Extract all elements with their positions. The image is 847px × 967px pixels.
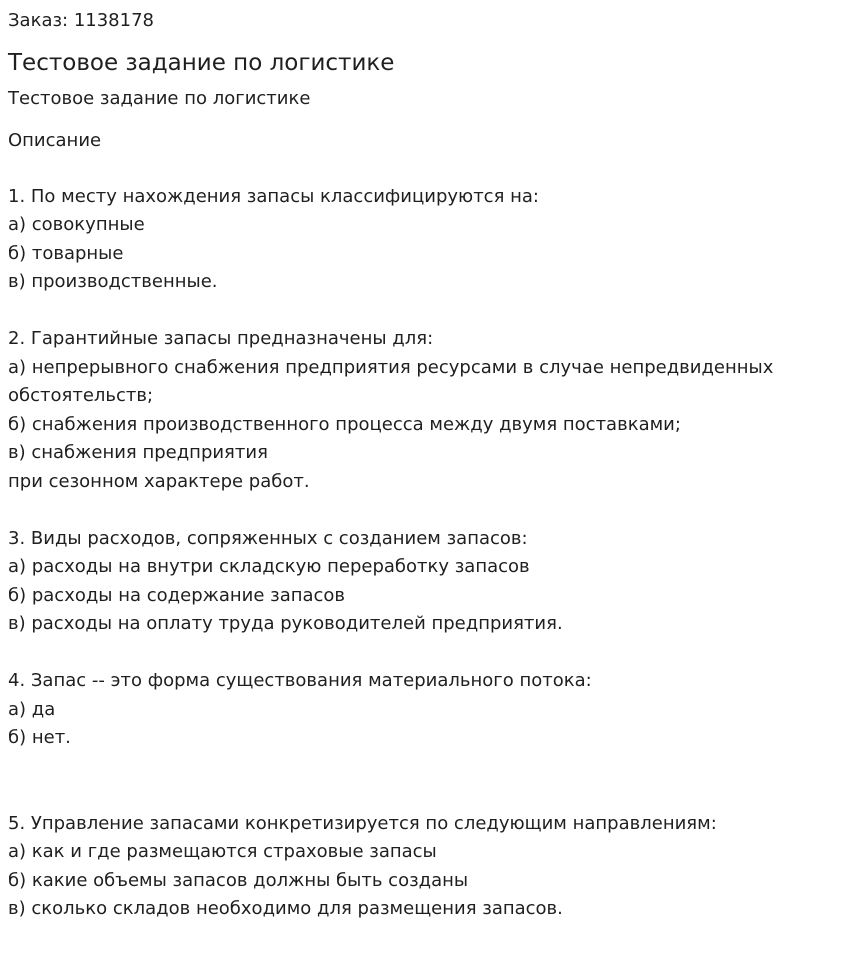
description-body: 1. По месту нахождения запасы классифицируются на: а) совокупные б) товарные в) производственные. 2. Гарантийные запасы предназначены для: а) непрерывного снабжения предприятия ресурсами в случае непредвиденных обстоятельств; б) снабжения производственного процесса между двумя поставками; в) снабжения предприятия при сезонном характере работ. 3. Виды расходов, сопряженных с созданием запасов: а) расходы на внутри складскую переработку запасов б) расходы на содержание запасов в) расходы на оплату труда руководителей предприятия. 4. Запас -- это форма существования материального потока: а) да б) нет. 5. Управление запасами конкретизируется по следующим направлениям: а) как и где размещаются страховые запасы б) какие объемы запасов должны быть созданы в) сколько складов необходимо для размещения запасов. [8,185,774,919]
description-heading: Описание [8,130,102,151]
page-subtitle: Тестовое задание по логистике [8,88,311,109]
order-number: Заказ: 1138178 [8,10,154,31]
page-title: Тестовое задание по логистике [8,50,395,76]
